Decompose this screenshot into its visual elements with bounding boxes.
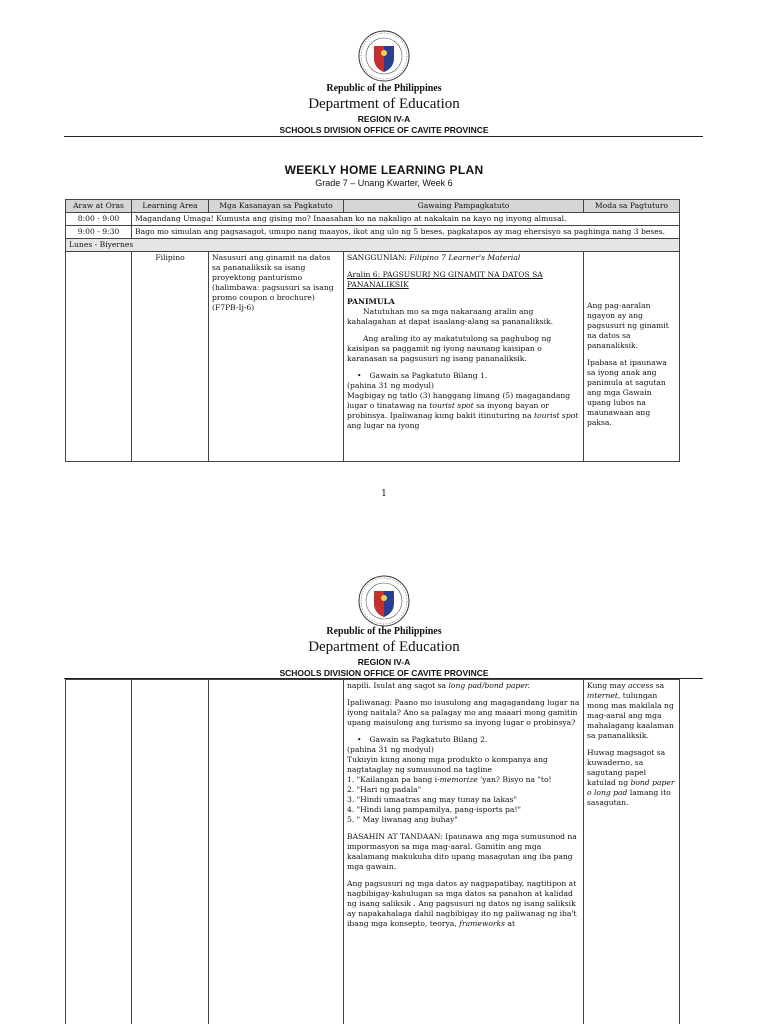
subject-cell: Filipino [132, 252, 209, 462]
mod-p2-b: lamang ito sasagutan. [587, 788, 671, 808]
mod-p1-b: sa [655, 681, 665, 690]
read-paragraph [347, 832, 580, 872]
task1-cont-em: long pad/bond paper. [448, 681, 530, 690]
tag1-a: 1. "Kailangan pa bang i- [347, 775, 440, 785]
tagline-item: 5. " May liwanag ang buhay" [347, 815, 458, 825]
task2-title [347, 735, 580, 745]
task1-text-em1: tourist spot [429, 401, 474, 411]
header-rule [64, 136, 703, 137]
tagline-item: 2. "Hari ng padala" [347, 785, 422, 795]
activities-cell [344, 680, 584, 1024]
task1-text-c: ang lugar na iyong [347, 421, 420, 431]
read-label: BASAHIN AT TANDAAN: [347, 832, 443, 842]
tagline-item: 4. "Hindi lang pampamilya, pang-isports pa!" [347, 805, 521, 815]
task1-cont-a: napili. Isulat ang sagot sa [347, 681, 447, 690]
modality-paragraph-2: Ipabasa at ipaunawa sa iyong anak ang panimula at sagutan ang mga Gawain upang lubos na maunawaan ang paksa. [587, 358, 667, 428]
task2-page: (pahina 31 ng modyul) [347, 745, 434, 755]
mod-p1-em1: access [628, 681, 654, 690]
lesson-title: Aralin 6: PAGSUSURI NG GINAMIT NA DATOS SA PANANALIKSIK [347, 270, 543, 290]
plan-title: WEEKLY HOME LEARNING PLAN [284, 163, 484, 177]
tagline-item [347, 775, 580, 785]
column-header: Araw at Oras [66, 200, 132, 213]
subject-cell-empty [132, 680, 209, 1024]
intro-paragraph-1: Natutuhan mo sa mga nakaraang aralin ang kahalagahan at dapat isaalang-alang sa pananaliksik. [347, 307, 554, 327]
column-header: Gawaing Pampagkatuto [344, 200, 584, 213]
greeting-cell: Magandang Umaga! Kumusta ang gising mo? Inaasahan ko na nakaligo at nakakain na kayo ng inyong almusal. [132, 213, 680, 226]
learning-plan-table-continued [65, 679, 680, 1024]
source-value: Filipino 7 Learner's Material [409, 253, 521, 263]
time-cell-empty [66, 252, 132, 462]
modality-paragraph-1 [587, 681, 676, 741]
modality-cell [584, 252, 680, 462]
table-row [66, 252, 680, 462]
final-a: Ang pagsusuri ng mga datos ay nagpapatibay, nagtitipon at nagbibigay-kahulugan sa mga datos sa panahon at kalidad ng isang saliksik . Ang pagsusuri ng datos ng isang saliksik ay napakahalaga dahil nagbibigay ito ng paliwanag ng iba't ibang mga konsepto, teorya, [347, 879, 577, 929]
day-cell: Lunes - Biyernes [66, 239, 680, 252]
source-label: SANGGUNIAN: [347, 253, 407, 263]
table-row [66, 680, 680, 1024]
column-header: Moda sa Pagtuturo [584, 200, 680, 213]
department-heading: Department of Education [308, 639, 460, 655]
time-cell: 9:00 - 9:30 [66, 226, 132, 239]
column-header: Mga Kasanayan sa Pagkatuto [209, 200, 344, 213]
plan-subtitle: Grade 7 – Unang Kwarter, Week 6 [315, 178, 453, 188]
final-em: frameworks [459, 919, 506, 929]
time-cell: 8:00 - 9:00 [66, 213, 132, 226]
region-heading: REGION IV-A [357, 657, 411, 667]
mod-p1-c: tulungan mong mas makilala ng mag-aaral ang mga mahalagang kaalaman sa pananaliksik. [587, 691, 674, 741]
task2-title-text: Gawain sa Pagkatuto Bilang 2. [369, 735, 488, 745]
source-line [347, 253, 580, 263]
region-heading: REGION IV-A [357, 114, 411, 124]
page-number: 1 [381, 489, 387, 499]
division-heading: SCHOOLS DIVISION OFFICE OF CAVITE PROVINCE [279, 125, 489, 135]
deped-seal-icon [358, 575, 410, 627]
tagline-item: 3. "Hindi umaatras ang may tunay na lakas" [347, 795, 517, 805]
explain-paragraph: Ipaliwanag: Paano mo isusulong ang magagandang lugar na iyong naitala? Ano sa palagay mo ang maaari mong gamitin upang maisulong ang turismo sa inyong lugar o probinsya? [347, 698, 580, 728]
deped-seal-icon [358, 30, 410, 82]
task1-continuation [347, 681, 580, 691]
division-heading: SCHOOLS DIVISION OFFICE OF CAVITE PROVINCE [279, 668, 489, 678]
activities-cell [344, 252, 584, 462]
competency-cell: Nasusuri ang ginamit na datos sa pananaliksik sa isang proyektong panturismo (halimbawa: pagsusuri sa isang promo coupon o brochure) (F7PB-Ij-6) [209, 252, 344, 462]
department-heading: Department of Education [308, 96, 460, 112]
table-header-row [66, 200, 680, 213]
intro-heading: PANIMULA [347, 297, 395, 307]
tag1-em: memorize [439, 775, 478, 785]
modality-paragraph-2 [587, 748, 676, 808]
republic-heading: Republic of the Philippines [326, 83, 442, 94]
read-text: Ipaunawa ang mga sumusunod na impormasyon sa mga mag-aaral. Gamitin ang mga kaalamang makukuha dito upang masagutan ang iba pang mga gawain. [347, 832, 577, 872]
table-row [66, 226, 680, 239]
intro-paragraph-2: Ang araling ito ay makatutulong sa paghubog ng kaisipan sa paggamit ng iyong naunang kaisipan o karanasan sa pagsusuri ng isang pananaliksik. [347, 334, 552, 364]
instruction-cell: Bago mo simulan ang pagsasagot, umupo nang maayos, ikot ang ulo ng 5 beses, pagkatapos ay mag ehersisyo sa paghinga nang 3 beses. [132, 226, 680, 239]
task1-text-b: sa inyong bayan or probinsya. Ipaliwanag kung bakit itinuturing na [347, 401, 550, 421]
activities-content [347, 253, 580, 457]
modality-paragraph-1: Ang pag-aaralan ngayon ay ang pagsusuri ng ginamit na datos sa pananaliksik. [587, 301, 669, 351]
table-row [66, 213, 680, 226]
final-b: at [507, 919, 516, 929]
column-header: Learning Area [132, 200, 209, 213]
task1-page: (pahina 31 ng modyul) [347, 381, 434, 391]
task1-text-a: Magbigay ng tatlo (3) hanggang limang (5) magagandang lugar o tinatawag na [347, 391, 571, 411]
republic-heading: Republic of the Philippines [326, 626, 442, 637]
competency-cell-empty [209, 680, 344, 1024]
document-page-2 [0, 570, 768, 1024]
tag1-b: 'yan? Bisyo na "to! [477, 775, 552, 785]
task1-title-text: Gawain sa Pagkatuto Bilang 1. [369, 371, 488, 381]
final-paragraph [347, 879, 580, 929]
mod-p1-a: Kung may [587, 681, 626, 690]
mod-p2-a: Huwag magsagot sa kuwaderno, sa sagutang papel katulad ng [587, 748, 666, 788]
time-cell-empty [66, 680, 132, 1024]
task1-title [347, 371, 580, 381]
task1-text [347, 391, 580, 431]
mod-p2-em: bond paper o long pad [587, 778, 675, 798]
task1-text-em2: tourist spot [534, 411, 579, 421]
task2-text: Tukuyin kung anong mga produkto o kompanya ang nagtataglay ng sumusunod na tagline [347, 755, 548, 775]
table-row [66, 239, 680, 252]
mod-p1-em2: internet, [587, 691, 621, 701]
modality-cell [584, 680, 680, 1024]
learning-plan-table [65, 199, 680, 462]
